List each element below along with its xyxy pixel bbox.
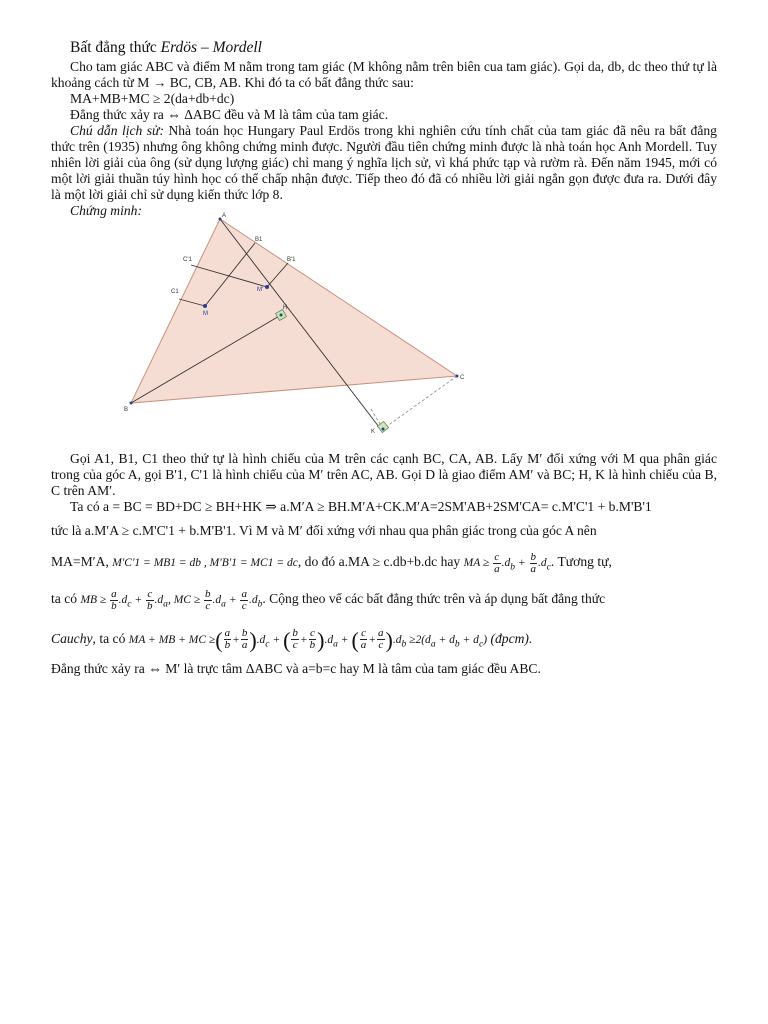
history-paragraph: [51, 123, 717, 203]
label-b1: B1: [255, 237, 263, 243]
line-ck: [383, 376, 457, 429]
proof-text-3-3: . Tương tự,: [550, 554, 612, 569]
point-m: [203, 304, 207, 308]
formula-mb-mc: MB ≥ $\frac{a}{b}$ $.d_c$ + $\frac{c}{b}$ $.d_a$, MC ≥ $\frac{b}{c}$ $.d_a$ + $\frac{a}{c}$ $.d_b$: [80, 588, 263, 613]
geometry-figure: [51, 213, 717, 451]
proof-text-3-1: MA=M′A,: [51, 554, 109, 569]
label-m: M: [203, 311, 208, 317]
label-k: K: [371, 429, 376, 435]
proof-paragraph-6: Đẳng thức xảy ra ⇔ M′ là trực tâm ΔABC và a=b=c hay M là tâm của tam giác đều ABC.: [51, 660, 541, 676]
intro-paragraph: Cho tam giác ABC và điểm M nằm trong tam giác (M không nằm trên biên cua tam giác). Gọi da, db, dc theo thứ tự là khoảng cách từ M → BC, CB, AB. Khi đó ta có bất đẳng thức sau:: [51, 59, 717, 90]
label-b: B: [124, 407, 129, 413]
proof-text-3-2: , do đó a.MA ≥ c.db+b.dc hay: [297, 554, 461, 569]
triangle-abc: [131, 219, 457, 403]
proof-text-5-1: Cauchy: [51, 630, 93, 646]
label-c: C: [460, 375, 465, 381]
proof-paragraph-2: Ta có a = BC = BD+DC ≥ BH+HK ⇒ a.M′A ≥ BH.M′A+CK.M′A=2SM'AB+2SM'CA= c.M'C'1 + b.M'B'1: [70, 499, 652, 514]
triangle-diagram: [121, 213, 541, 451]
proof-label: [70, 203, 717, 219]
proof-label-text: Chứng minh:: [70, 203, 142, 218]
label-m-prime: M': [257, 287, 264, 293]
proof-paragraph-2b: [51, 515, 717, 546]
proof-paragraph-5: [51, 622, 717, 661]
point-h: [280, 314, 283, 317]
proof-text-5-2: , ta có: [92, 630, 126, 646]
proof-text-4-1: ta có: [51, 591, 78, 607]
proof-text-4-2: . Cộng theo vế các bất đẳng thức trên và áp dụng bất đẳng thức: [262, 591, 606, 607]
label-a: A: [222, 213, 227, 219]
proof-text-5-3: (đpcm).: [490, 630, 533, 646]
document-page: [51, 38, 717, 677]
history-text: Nhà toán học Hungary Paul Erdös trong khi nghiên cứu tính chất của tam giác đã nêu ra bất đẳng thức trên (1935) nhưng ông không chứng minh được. Người đầu tiên chứng minh được là nhà toán học Anh Mordell. Tuy nhiên lời giải của ông (sử dụng lượng giác) chỉ mang ý nghĩa lịch sử, vì khá phức tạp và rườm rà. Đến năm 1945, mới có một lời giải thuần túy hình học có thể chấp nhận được. Tiếp theo đó đã có nhiều lời giải ngắn gọn được đưa ra. Dưới đây là một lời giải chỉ sử dụng kiến thức lớp 8.: [51, 123, 717, 202]
proof-equation-3: M'C'1 = MB1 = db , M'B'1 = MC1 = dc: [112, 557, 298, 569]
title-prefix: Bất đẳng thức: [70, 39, 161, 56]
point-k: [382, 428, 385, 431]
point-b: [130, 402, 133, 405]
point-c: [456, 375, 459, 378]
title-name: Erdös – Mordell: [160, 39, 262, 56]
label-c1: C1: [171, 289, 179, 295]
equality-condition: Đẳng thức xảy ra ⇔ ΔABC đều và M là tâm của tam giác.: [70, 107, 389, 122]
history-label: Chú dẫn lịch sử:: [70, 123, 164, 138]
formula-ma: MA ≥ $\frac{c}{a}$ $.d_b$ + $\frac{b}{a}$ $.d_c$: [463, 550, 551, 575]
main-inequality: MA+MB+MC ≥ 2(da+db+dc): [70, 91, 235, 106]
proof-text-2b-2: . Vì M và M′ đối xứng với nhau qua phân giác trong của góc A nên: [232, 523, 597, 538]
proof-paragraph-4: [51, 582, 717, 621]
label-h: H: [283, 305, 288, 311]
point-m-prime: [265, 285, 269, 289]
label-b1-prime: B'1: [287, 257, 296, 263]
proof-text-2b-1: tức là a.M′A ≥ c.M'C'1 + b.M'B'1: [51, 523, 233, 538]
proof-paragraph-3: [51, 546, 717, 582]
label-c1-prime: C'1: [183, 257, 192, 263]
proof-paragraph-1: Gọi A1, B1, C1 theo thứ tự là hình chiếu của M trên các cạnh BC, CA, AB. Lấy M′ đối xứng với M qua phân giác trong của góc A, gọi B'1, C'1 là hình chiếu của M′ trên AC, AB. Gọi D là giao điểm AM′ và BC; H, K là hình chiếu của B, C trên AM′.: [51, 451, 717, 498]
document-title: [70, 38, 717, 57]
formula-sum: MA + MB + MC ≥( $\frac{a}{b}$ + $\frac{b}{a}$ )$.d_c$ + ( $\frac{b}{c}$ + $\frac{c}{b}$ )$.d_a$ + ( $\frac{c}{a}$ + $\frac{a}{c}$ )$.d_b \ge 2(d_a + d_b + d_c)$: [128, 626, 488, 652]
